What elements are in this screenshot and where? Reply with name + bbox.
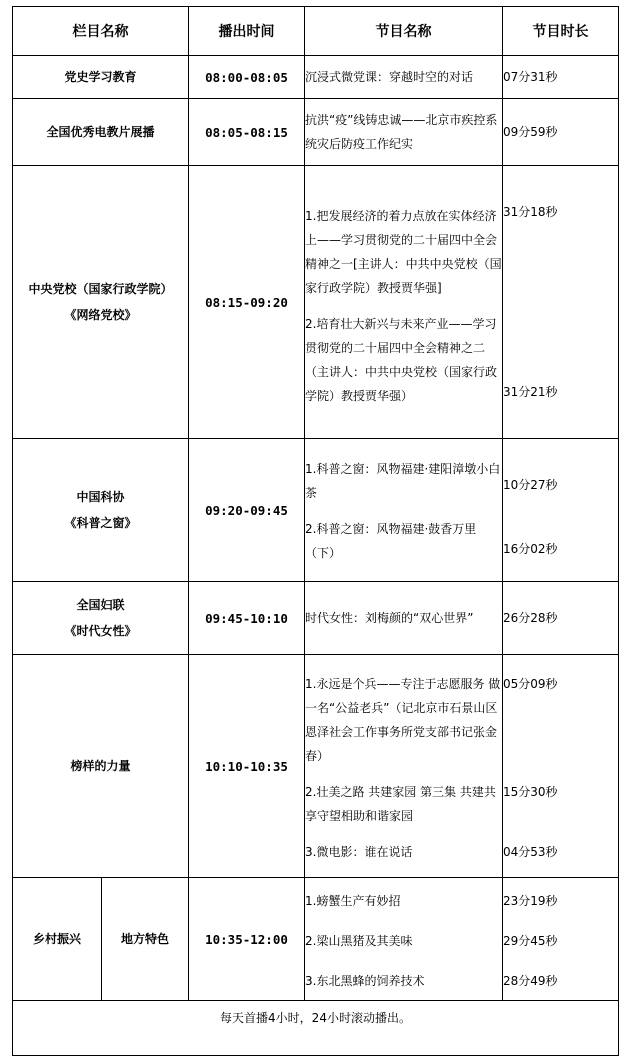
program-duration: 07分31秒: [503, 56, 619, 99]
table-row: [13, 99, 619, 166]
program-duration: 26分28秒: [503, 582, 619, 655]
program-item: 1.螃蟹生产有妙招: [305, 894, 401, 908]
duration-list: [503, 655, 619, 878]
duration-item: 04分53秒: [503, 845, 558, 859]
duration-item: 31分18秒: [503, 205, 558, 219]
table-row: [13, 439, 619, 582]
program-name: 时代女性：刘梅颜的“双心世界”: [305, 582, 503, 655]
program-item: 3.微电影：谁在说话: [305, 845, 413, 859]
program-item: 2.壮美之路 共建家园 第三集 共建共享守望相助和谐家园: [305, 785, 496, 823]
duration-item: 31分21秒: [503, 385, 558, 399]
program-item: 3.东北黑蜂的饲养技术: [305, 974, 425, 988]
duration-list: [503, 878, 619, 1001]
program-item: 1.科普之窗：风物福建·建阳漳墩小白茶: [305, 462, 501, 500]
duration-item: 10分27秒: [503, 478, 558, 492]
program-duration: 09分59秒: [503, 99, 619, 166]
table-row: [13, 582, 619, 655]
airtime: 09:45-10:10: [189, 582, 305, 655]
duration-list: [503, 439, 619, 582]
program-item: 1.把发展经济的着力点放在实体经济上——学习贯彻党的二十届四中全会精神之一[主讲人：中共中央党校（国家行政学院）教授贾华强]: [305, 209, 502, 295]
airtime: 10:10-10:35: [189, 655, 305, 878]
program-list: [305, 655, 503, 878]
duration-item: 29分45秒: [503, 934, 558, 948]
duration-item: 05分09秒: [503, 677, 558, 691]
footer-row: [13, 1001, 619, 1056]
program-item: 2.科普之窗：风物福建·鼓香万里（下）: [305, 522, 477, 560]
table-row: [13, 56, 619, 99]
duration-item: 28分49秒: [503, 974, 558, 988]
column-name-line: 全国妇联: [76, 598, 125, 612]
program-list: [305, 439, 503, 582]
program-item: 1.永远是个兵——专注于志愿服务 做一名“公益老兵”（记北京市石景山区恩泽社会工作事务所党支部书记张金春）: [305, 677, 501, 763]
table-row: [13, 166, 619, 439]
header-program-name: 节目名称: [305, 7, 503, 56]
duration-item: 16分02秒: [503, 542, 558, 556]
column-name: 榜样的力量: [13, 655, 189, 878]
header-row: [13, 7, 619, 56]
airtime: 08:00-08:05: [189, 56, 305, 99]
program-list: [305, 166, 503, 439]
column-name: 全国优秀电教片展播: [13, 99, 189, 166]
header-airtime: 播出时间: [189, 7, 305, 56]
column-name: 乡村振兴: [13, 878, 102, 1001]
program-item: 2.梁山黑猪及其美味: [305, 934, 413, 948]
duration-item: 15分30秒: [503, 785, 558, 799]
header-column-name: 栏目名称: [13, 7, 189, 56]
airtime: 10:35-12:00: [189, 878, 305, 1001]
program-name: 抗洪“疫”线铸忠诚——北京市疾控系统灾后防疫工作纪实: [305, 99, 503, 166]
column-name: 党史学习教育: [13, 56, 189, 99]
sub-column-name: 地方特色: [102, 878, 189, 1001]
table-row: [13, 878, 619, 1001]
airtime: 08:05-08:15: [189, 99, 305, 166]
duration-item: 23分19秒: [503, 894, 558, 908]
duration-list: [503, 166, 619, 439]
program-list: [305, 878, 503, 1001]
column-name: [13, 439, 189, 582]
airtime: 08:15-09:20: [189, 166, 305, 439]
column-name: [13, 166, 189, 439]
table-row: [13, 655, 619, 878]
airtime: 09:20-09:45: [189, 439, 305, 582]
column-name-line: 《时代女性》: [64, 624, 137, 638]
program-name: 沉浸式微党课：穿越时空的对话: [305, 56, 503, 99]
program-schedule-table: [12, 6, 619, 1056]
column-name-line: 中国科协: [76, 490, 125, 504]
program-item: 2.培育壮大新兴与未来产业——学习贯彻党的二十届四中全会精神之二（主讲人：中共中央党校（国家行政学院）教授贾华强）: [305, 317, 498, 403]
column-name-line: 中央党校（国家行政学院）: [28, 282, 173, 296]
footer-note: 每天首播4小时，24小时滚动播出。: [13, 1001, 619, 1056]
column-name-line: 《网络党校》: [64, 308, 137, 322]
column-name: [13, 582, 189, 655]
header-duration: 节目时长: [503, 7, 619, 56]
column-name-line: 《科普之窗》: [64, 516, 137, 530]
